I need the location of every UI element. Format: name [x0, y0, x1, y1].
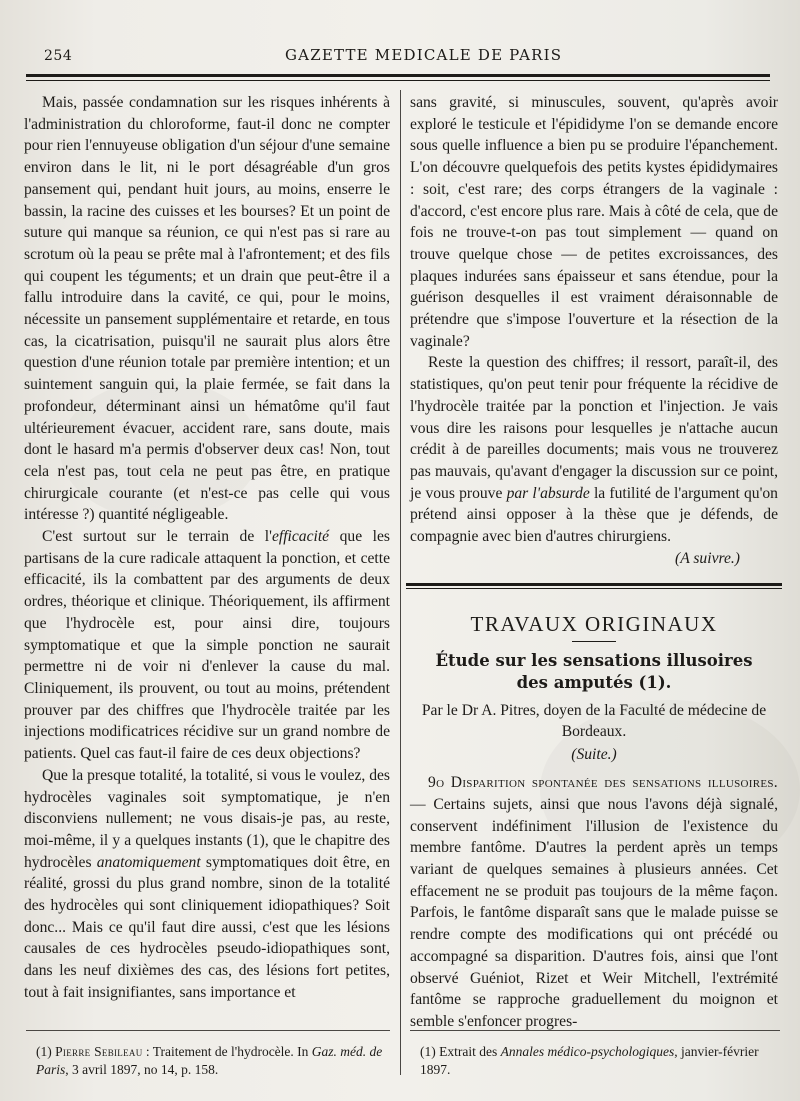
footnote-mark: (1) Extrait des — [420, 1044, 501, 1059]
paragraph: sans gravité, si minuscules, souvent, qu'après avoir exploré le testicule et l'épididyme l'on se demande encore sous quelle influence a bien pu se produire l'épanchement. L'on découvre quelquefois des petits kystes épididymaires : soit, c'est rare; des corps étrangers de la vaginale : d'accord, c'est encore plus rare. Mais à côté de cela, que de fois ne trouve-t-on pas tout simplement — quand on trouve quelque chose — de petites excroissances, des plaques indurées sans épaisseur et sans étendue, pour la guérison desquelles il est vraiment déraisonnable de prétendre que s'impose l'ouverture et la résection de la vaginale? — [410, 94, 778, 350]
to-follow-note: (A suivre.) — [675, 549, 740, 567]
left-column — [24, 92, 390, 1004]
paragraph — [24, 765, 390, 1004]
section-rule — [406, 583, 782, 586]
article-title-line: des amputés (1). — [516, 673, 672, 693]
column-divider — [400, 90, 401, 1075]
footnote-journal: Gaz. méd. de Paris — [36, 1044, 383, 1077]
header-rule-thin — [26, 80, 770, 81]
footnote-rule — [26, 1030, 390, 1031]
text-run: , janvier-février 1897. — [420, 1044, 759, 1077]
byline: Par le Dr A. Pitres, doyen de la Faculté de médecine de Bordeaux. — [421, 702, 767, 741]
paragraph: Mais, passée condamnation sur les risques inhérents à l'administration du chloroforme, faut-il donc ne compter pour rien l'ennuyeuse obligation d'un séjour d'une semaine environ dans le lit, ni le port désagréable d'un gros pansement qui, pendant huit jours, au moins, enserre le bassin, la racine des cuisses et les bourses? Et un point de suture qui manque sa réunion, ce qui n'est pas si rare au scrotum où la peau se prête mal à l'afrontement; et des fils qui coupent les téguments; et un drain que peut-être il a fallu introduire dans la cavité, ce qui, pour le moins, nécessite un pansement supplémentaire et retarde, en tous cas, la cicatrisation, puisqu'il ne saurait plus alors être question d'une réunion totale par première intention; et un suintement sanguin qui, la plaie fermée, se fait dans la profondeur, déterminant ainsi un hématôme qu'il faut ultérieurement évacuer, accident rare, sans doute, mais dont le hasard m'a permis d'observer deux cas! Non, tout cela n'est pas, tout cela ne peut pas être, en pratique chirurgicale courante (et n'est-ce pas celle qui vous intéresse ?) quantité négligeable. — [24, 94, 390, 524]
text-run: Que la presque totalité, la totalité, si vous le voulez, des hydrocèles vaginales soit symptomatique, je n'en disconviens nullement; ne vous disais-je pas, au reste, moi-même, il y a quelques instants (1), que le chapitre des hydrocèles — [24, 766, 390, 871]
footnote-journal: Annales médico-psychologiques — [500, 1044, 675, 1059]
text-run: , 3 avril 1897, no 14, p. 158. — [65, 1062, 219, 1077]
paragraph — [410, 352, 778, 547]
emphasis: par l'absurde — [506, 484, 590, 502]
right-column — [410, 92, 778, 1033]
text-run: la futilité de l'argument qu'on prétend ainsi opposer à la thèse que je défends, de compagnie avec bien d'autres chirurgiens. — [410, 484, 778, 546]
footnote-right — [420, 1043, 780, 1079]
text-run: — Certains sujets, ainsi que nous l'avons déjà signalé, conservent indéfiniment l'illusion de l'existence du membre fantôme. D'autres la perdent après un temps variant de quelques semaines à plusieurs années. Cet effacement ne se produit pas toujours de la même façon. Parfois, le fantôme disparaît sans que le malade puisse se rendre compte des modifications qui ont précédé ou accompagné sa disparition. D'autres fois, ainsi que l'ont observé Guéniot, Rizet et Weir Mitchell, l'extrémité fantôme se rapproche graduellement du moignon et semble s'enfoncer progres- — [410, 795, 778, 1030]
paragraph-heading: 9o Disparition spontanée des sensations illusoires. — [428, 774, 778, 792]
running-title: GAZETTE MEDICALE DE PARIS — [285, 46, 563, 64]
footnote-mark: (1) — [36, 1044, 56, 1059]
footnote-rule — [410, 1030, 780, 1031]
footnote-author: Pierre Sebileau — [55, 1044, 143, 1059]
emphasis: anatomiquement — [96, 853, 201, 871]
section-rule-thin — [406, 588, 782, 589]
emphasis: efficacité — [271, 528, 330, 546]
title-rule — [572, 641, 616, 642]
article-title — [410, 650, 778, 694]
header-rule — [26, 74, 770, 77]
page-header — [0, 42, 800, 72]
text-run: symptomatiques doit être, en réalité, grossi du plus grand nombre, sinon de la totalité des hydrocèles qui sont cliniquement idiopathiques? Soit donc... Mais ce qu'il faut dire aussi, c'est que les lésions causales de ces hydrocèles pseudo-idiopathiques sont, dans les neuf dixièmes des cas, des lésions fort petites, tout à fait insignifiantes, sans importance et — [24, 853, 390, 1001]
paragraph — [410, 772, 778, 1032]
continued-note: (Suite.) — [571, 746, 617, 764]
section-title: TRAVAUX ORIGINAUX — [470, 612, 718, 637]
text-run: : Traitement de l'hydrocèle. In — [142, 1044, 312, 1059]
paragraph — [24, 526, 390, 765]
text-run: que les partisans de la cure radicale attaquent la ponction, et cette efficacité, ils la combattent par des arguments de deux ordres, théorique et clinique. Théoriquement, ils affirment que l'hydrocèle est, pour ainsi dire, toujours symptomatique et que la simple ponction ne saurait permettre ni de voir ni d'enlever la cause du mal. Cliniquement, ils prouvent, ou tout au moins, prétendent prouver par des chiffres que l'hydrocèle traitée par les injections modificatrices récidive sur un grand nombre de patients. Quel cas faut-il faire de ces deux objections? — [24, 528, 391, 763]
page-number: 254 — [44, 48, 73, 64]
text-run: Reste la question des chiffres; il ressort, paraît-il, des statistiques, qu'on peut tenir pour fréquente la récidive de l'hydrocèle traitée par la ponction et l'injection. Je vais vous dire les raisons pour lesquelles je n'attache aucun crédit à de pareilles documents; mais vous ne trouverez pas mauvais, qu'avant d'engager la discussion sur ce point, je vous prouve — [410, 354, 778, 502]
footnote-left — [36, 1043, 386, 1079]
text-run: C'est surtout sur le terrain de l' — [42, 528, 272, 546]
article-title-line: Étude sur les sensations illusoires — [435, 651, 753, 671]
